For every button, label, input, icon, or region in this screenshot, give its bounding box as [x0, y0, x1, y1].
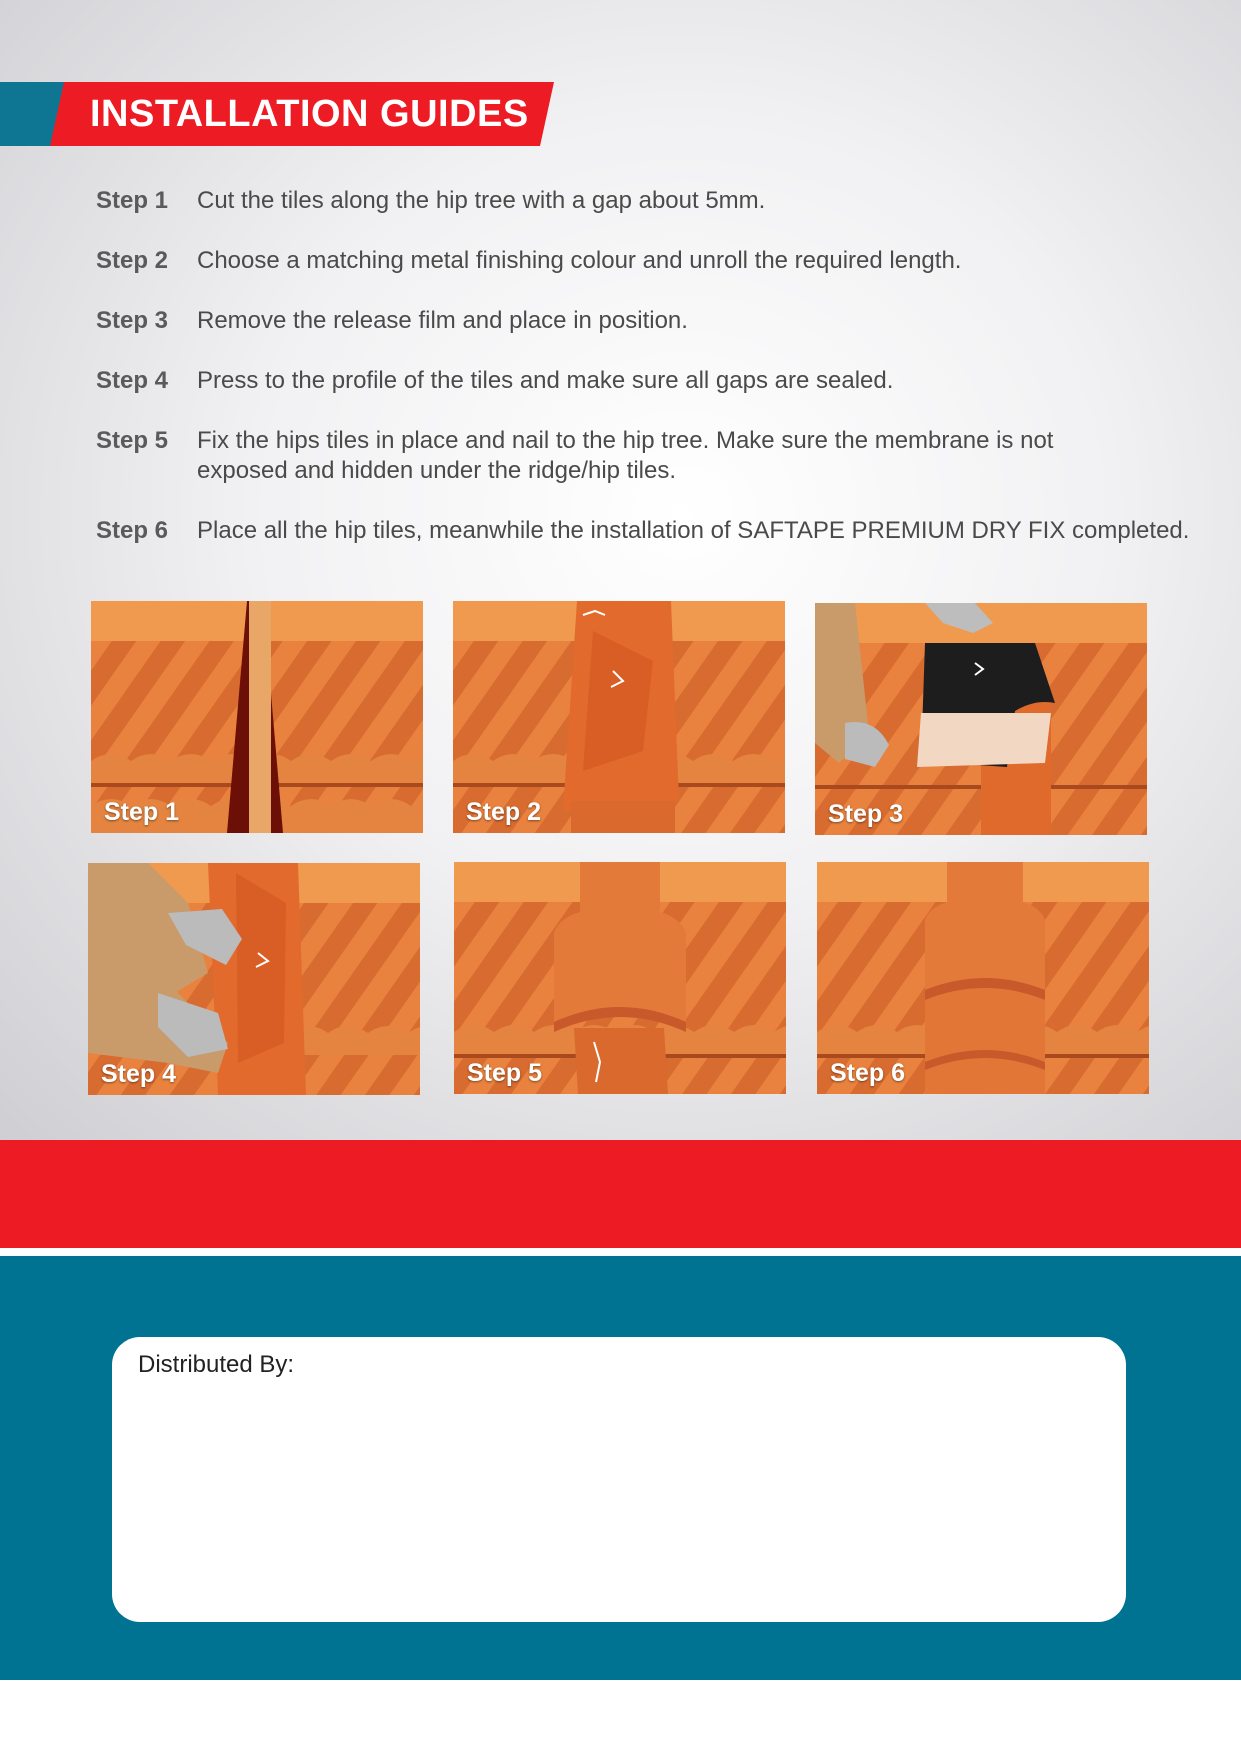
- illustration-label: Step 4: [101, 1060, 177, 1088]
- illustration-label: Step 2: [466, 798, 542, 826]
- illustration-label: Step 1: [104, 798, 180, 826]
- step-label: Step 6: [96, 517, 169, 544]
- distributor-box: [112, 1337, 1126, 1622]
- red-footer-band: [0, 1140, 1241, 1248]
- step-text: Press to the profile of the tiles and make sure all gaps are sealed.: [197, 367, 894, 394]
- step-text: Remove the release film and place in position.: [197, 307, 688, 334]
- step-text: Place all the hip tiles, meanwhile the installation of SAFTAPE PREMIUM DRY FIX completed.: [197, 517, 1190, 544]
- illustration-step-2: [453, 601, 785, 833]
- step-label: Step 4: [96, 367, 169, 394]
- illustration-label: Step 6: [830, 1059, 906, 1087]
- step-text: Cut the tiles along the hip tree with a gap about 5mm.: [197, 187, 766, 214]
- distributed-by-label: Distributed By:: [138, 1351, 295, 1378]
- illustration-step-3: [815, 603, 1147, 835]
- step-label: Step 5: [96, 427, 169, 454]
- illustration-label: Step 3: [828, 800, 904, 828]
- footer-divider: [0, 1248, 1241, 1256]
- step-text: Fix the hips tiles in place and nail to the hip tree. Make sure the membrane is not exposed and hidden under the ridge/hip tiles.: [197, 427, 1054, 484]
- step-label: Step 1: [96, 187, 169, 214]
- illustration-step-4: [88, 863, 420, 1095]
- illustration-step-5: [454, 862, 786, 1094]
- step-label: Step 2: [96, 247, 169, 274]
- illustration-step-6: [817, 862, 1149, 1094]
- step-label: Step 3: [96, 307, 169, 334]
- step-text: Choose a matching metal finishing colour and unroll the required length.: [197, 247, 962, 274]
- illustration-step-1: [91, 601, 423, 833]
- page-title: INSTALLATION GUIDES: [90, 93, 529, 135]
- illustration-label: Step 5: [467, 1059, 543, 1087]
